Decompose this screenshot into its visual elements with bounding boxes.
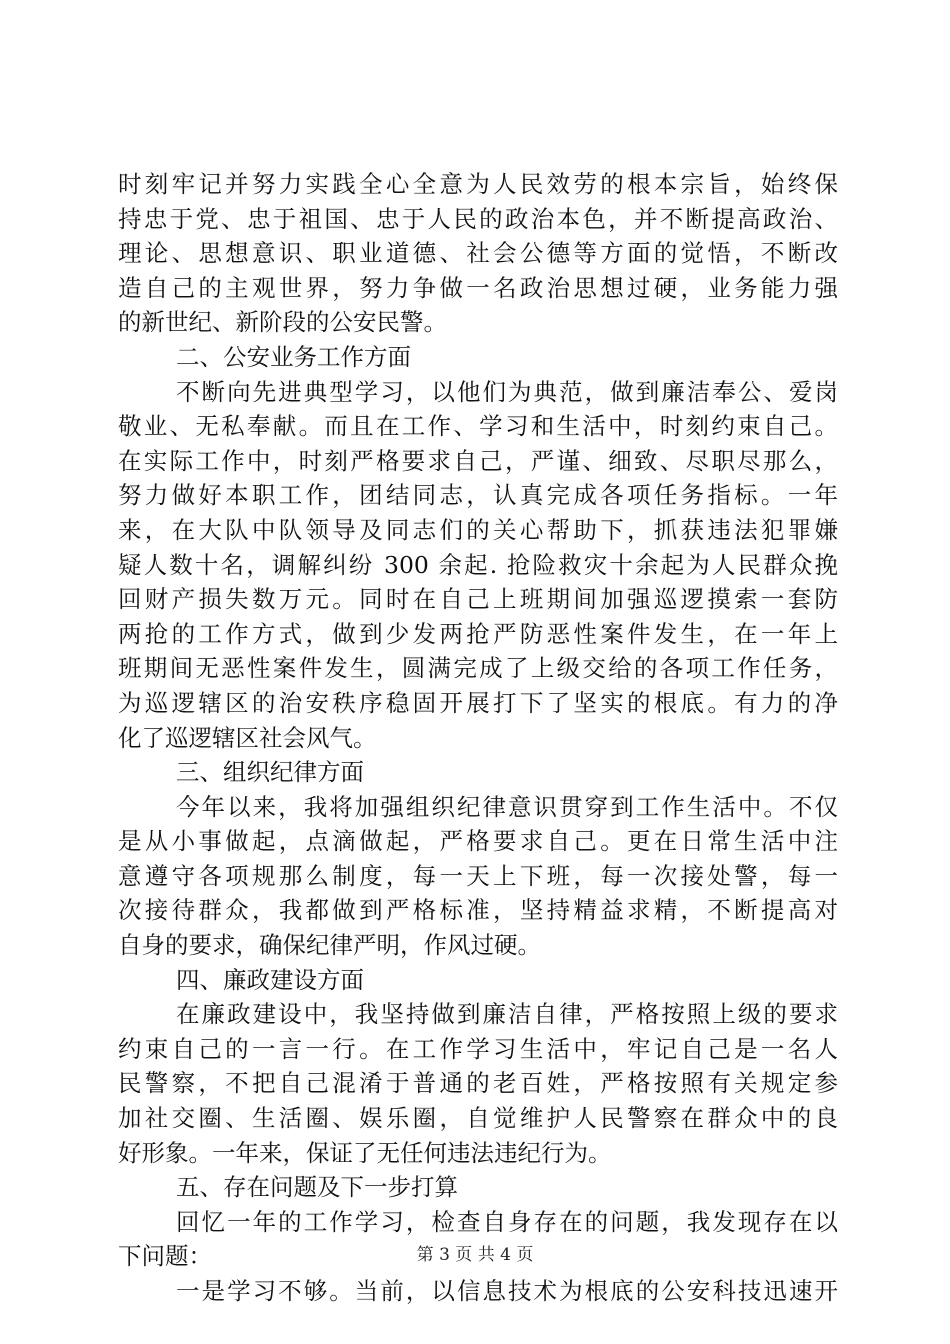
- document-body: [118, 167, 838, 1309]
- text-line: 五、存在问题及下一步打算: [176, 1173, 458, 1202]
- text-line: 时刻牢记并努力实践全心全意为人民效劳的根本宗旨，始终保: [118, 170, 838, 198]
- text-line: 在实际工作中，时刻严格要求自己，严谨、细致、尽职尽那么，: [118, 446, 838, 475]
- text-line: 好形象。一年来，保证了无任何违法违纪行为。: [118, 1138, 612, 1167]
- text-line: 的新世纪、新阶段的公安民警。: [118, 308, 447, 337]
- text-line: 两抢的工作方式，做到少发两抢严防恶性案件发生，在一年上: [118, 619, 838, 648]
- text-line: 回忆一年的工作学习，检查自身存在的问题，我发现存在以: [176, 1207, 838, 1236]
- text-line: 是从小事做起，点滴做起，严格要求自己。更在日常生活中注: [118, 827, 838, 856]
- text-line: 三、组织纪律方面: [176, 758, 364, 787]
- text-line: 四、廉政建设方面: [176, 965, 364, 994]
- text-line: 二、公安业务工作方面: [176, 342, 411, 371]
- text-line: 自身的要求，确保纪律严明，作风过硬。: [118, 931, 541, 960]
- text-line: 次接待群众，我都做到严格标准，坚持精益求精，不断提高对: [118, 896, 838, 925]
- text-line: 疑人数十名，调解纠纷 300 余起. 抢险救灾十余起为人民群众挽: [118, 550, 838, 579]
- text-line: 敬业、无私奉献。而且在工作、学习和生活中，时刻约束自己。: [118, 412, 838, 441]
- text-line: 不断向先进典型学习，以他们为典范，做到廉洁奉公、爱岗: [176, 377, 838, 406]
- text-line: 民警察，不把自己混淆于普通的老百姓，严格按照有关规定参: [118, 1069, 838, 1098]
- text-line: 意遵守各项规那么制度，每一天上下班，每一次接处警，每一: [118, 861, 838, 890]
- text-line: 来，在大队中队领导及同志们的关心帮助下，抓获违法犯罪嫌: [118, 515, 838, 544]
- text-line: 班期间无恶性案件发生，圆满完成了上级交给的各项工作任务，: [118, 654, 838, 683]
- text-line: 持忠于党、忠于祖国、忠于人民的政治本色，并不断提高政治、: [118, 204, 838, 233]
- text-line: 约束自己的一言一行。在工作学习生活中，牢记自己是一名人: [118, 1034, 838, 1063]
- text-line: 下问题：: [118, 1242, 212, 1271]
- text-line: 理论、思想意识、职业道德、社会公德等方面的觉悟，不断改: [118, 239, 838, 268]
- page-footer: 第 3 页 共 4 页: [416, 1245, 534, 1265]
- text-line: 一是学习不够。当前，以信息技术为根底的公安科技迅速开: [176, 1277, 838, 1305]
- text-line: 化了巡逻辖区社会风气。: [118, 723, 377, 752]
- text-line: 加社交圈、生活圈、娱乐圈，自觉维护人民警察在群众中的良: [118, 1104, 838, 1133]
- text-line: 造自己的主观世界，努力争做一名政治思想过硬，业务能力强: [118, 273, 838, 302]
- text-line: 今年以来，我将加强组织纪律意识贯穿到工作生活中。不仅: [176, 792, 838, 821]
- text-line: 回财产损失数万元。同时在自己上班期间加强巡逻摸索一套防: [118, 585, 838, 614]
- text-line: 为巡逻辖区的治安秩序稳固开展打下了坚实的根底。有力的净: [118, 688, 838, 717]
- text-line: 努力做好本职工作，团结同志，认真完成各项任务指标。一年: [118, 481, 838, 510]
- text-line: 在廉政建设中，我坚持做到廉洁自律，严格按照上级的要求: [176, 1000, 838, 1029]
